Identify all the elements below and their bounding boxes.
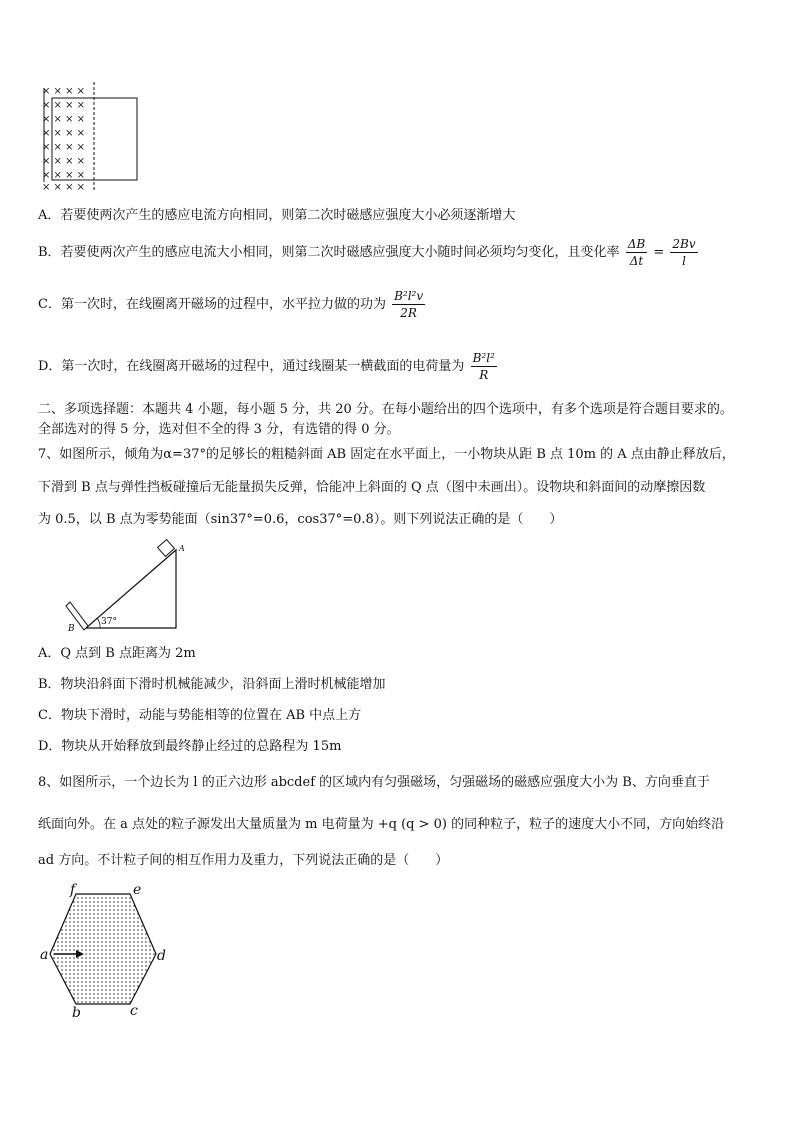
rate-fraction-right: $\frac{2Bv}{l}$ bbox=[672, 237, 696, 268]
coil-field-figure bbox=[40, 82, 144, 192]
q7-option-c: C．物块下滑时，动能与势能相等的位置在 AB 中点上方 bbox=[38, 708, 362, 723]
angle-arc bbox=[97, 618, 100, 628]
point-a-label: A bbox=[179, 544, 185, 553]
field-cross-marks bbox=[42, 86, 85, 192]
svg-text:× × × ×: × × × × bbox=[42, 182, 86, 192]
hexagon-figure bbox=[36, 880, 176, 1020]
q6-option-c-text: C．第一次时，在线圈离开磁场的过程中，水平拉力做的功为 bbox=[38, 297, 386, 312]
charge-fraction: $\frac{\text{B²l²}}{R}$ bbox=[472, 351, 495, 382]
q6-option-d-text: D．第一次时，在线圈离开磁场的过程中，通过线圈某一横截面的电荷量为 bbox=[38, 359, 465, 374]
section2-line1: 二、多项选择题：本题共 4 小题，每小题 5 分，共 20 分。在每小题给出的四个选项中，有多个选项是符合题目要求的。 bbox=[38, 402, 733, 417]
work-fraction: $\frac{\text{B²l²v}}{2R}$ bbox=[394, 289, 424, 320]
q8-line1: 8、如图所示，一个边长为 l 的正六边形 abcdef 的区域内有匀强磁场，匀强磁场的磁感应强度大小为 B、方向垂直于 bbox=[38, 775, 710, 790]
q6-option-d bbox=[38, 350, 499, 383]
angle-label: 37° bbox=[101, 617, 117, 627]
q7-line1: 7、如图所示，倾角为α=37°的足够长的粗糙斜面 AB 固定在水平面上，一小物块从距 B 点 10m 的 A 点由静止释放后， bbox=[38, 447, 735, 462]
vertex-f-label: f bbox=[70, 882, 76, 898]
q6-option-c bbox=[38, 288, 427, 321]
point-b-label: B bbox=[68, 624, 75, 634]
rate-fraction-left: $\frac{\Delta B}{\Delta t}$ bbox=[627, 237, 646, 268]
svg-text:× × × ×: × × × × bbox=[42, 100, 86, 111]
q7-line2: 下滑到 B 点与弹性挡板碰撞后无能量损失反弹，恰能冲上斜面的 Q 点（图中未画出）。设物块和斜面间的动摩擦因数 bbox=[38, 480, 706, 495]
q8-line3: ad 方向。不计粒子间的相互作用力及重力，下列说法正确的是（ ） bbox=[38, 853, 449, 868]
q7-option-b: B．物块沿斜面下滑时机械能减少，沿斜面上滑时机械能增加 bbox=[38, 677, 386, 692]
incline-figure bbox=[60, 538, 190, 636]
incline-triangle bbox=[86, 550, 176, 628]
equals-sign: = bbox=[653, 245, 665, 260]
section2-line2: 全部选对的得 5 分，选对但不全的得 3 分，有选错的得 0 分。 bbox=[38, 422, 400, 437]
q7-line3: 为 0.5，以 B 点为零势能面（sin37°=0.6，cos37°=0.8）。则下列说法正确的是（ ） bbox=[38, 512, 563, 527]
q7-option-a: A．Q 点到 B 点距离为 2m bbox=[38, 646, 196, 661]
svg-text:× × × ×: × × × × bbox=[42, 114, 86, 125]
svg-text:× × × ×: × × × × bbox=[42, 86, 86, 97]
hexagon-field bbox=[50, 894, 156, 1004]
svg-text:× × × ×: × × × × bbox=[42, 170, 86, 181]
vertex-d-label: d bbox=[157, 948, 166, 964]
q6-option-a: A．若要使两次产生的感应电流方向相同，则第二次时磁感应强度大小必须逐渐增大 bbox=[38, 208, 516, 223]
vertex-b-label: b bbox=[72, 1005, 81, 1020]
q6-option-b bbox=[38, 236, 700, 269]
q6-option-b-text: B．若要使两次产生的感应电流大小相同，则第二次时磁感应强度大小随时间必须均匀变化，且变化率 bbox=[38, 245, 620, 260]
svg-text:× × × ×: × × × × bbox=[42, 128, 86, 139]
q8-line2: 纸面向外。在 a 点处的粒子源发出大量质量为 m 电荷量为 +q (q > 0) 的同种粒子，粒子的速度大小不同，方向始终沿 bbox=[38, 817, 725, 832]
q7-option-d: D．物块从开始释放到最终静止经过的总路程为 15m bbox=[38, 739, 342, 754]
vertex-c-label: c bbox=[130, 1003, 138, 1019]
svg-text:× × × ×: × × × × bbox=[42, 156, 86, 167]
vertex-e-label: e bbox=[133, 882, 142, 898]
vertex-a-label: a bbox=[40, 947, 49, 963]
svg-text:× × × ×: × × × × bbox=[42, 142, 86, 153]
